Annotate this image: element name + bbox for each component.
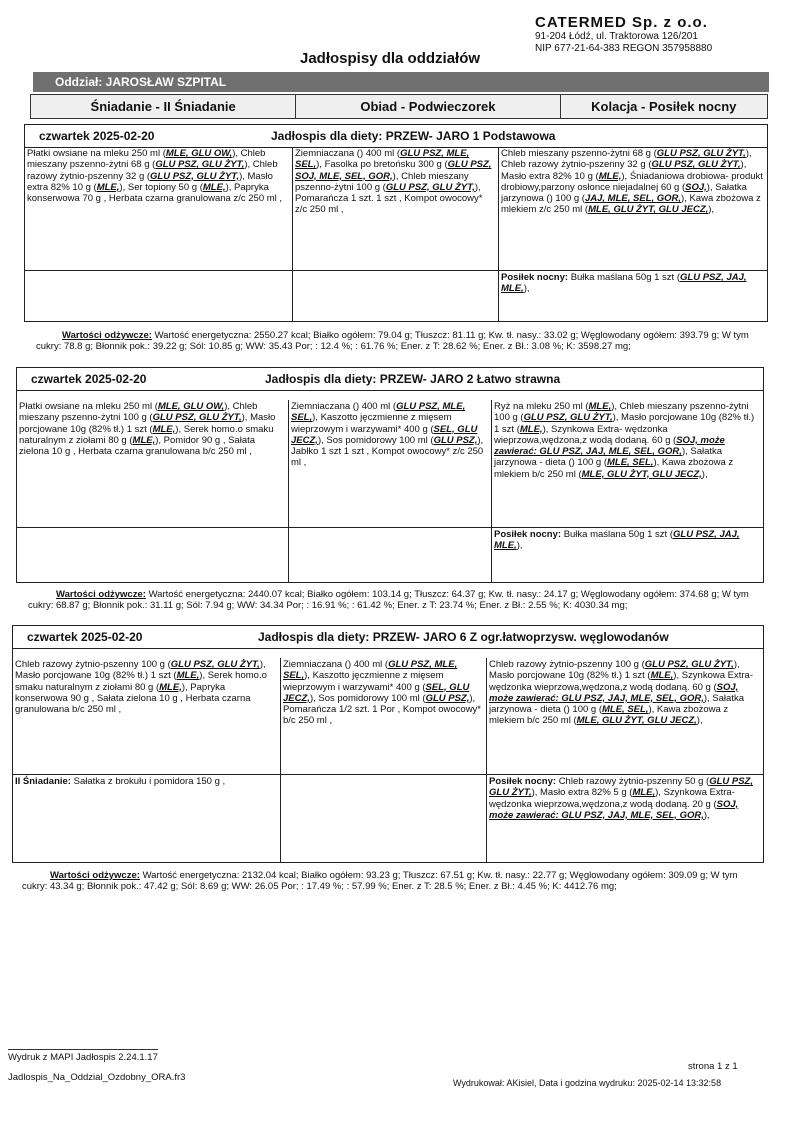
menu-text: ), Masło porcjowane 10g (82% tł.) 1 szt (	[494, 412, 755, 435]
allergen-codes: MLE,	[650, 670, 674, 682]
menu-text: ), Sos pomidorowy 100 ml (	[317, 434, 434, 446]
menu-text: ), Pomarańcza 1/2 szt. 1 Por , Kompot owocowy* b/c 250 ml ,	[283, 692, 482, 727]
menu-text: Płatki owsiane na mleku 250 ml (	[27, 148, 166, 159]
menu-text: Chleb razowy żytnio-pszenny 100 g (	[15, 659, 171, 670]
diet-name: Jadłospis dla diety: PRZEW- JARO 1 Podstawowa	[271, 129, 556, 143]
allergen-codes: MLE,	[159, 681, 182, 693]
nutrition-values	[22, 870, 754, 893]
allergen-codes: GLU PSZ, GLU ŻYT,	[644, 659, 734, 670]
allergen-codes: MLE, GLU ŻYT, GLU JECZ,	[581, 468, 702, 480]
allergen-codes: SEL, GLU JECZ,	[283, 681, 470, 704]
menu-text: ), Sałatka jarzynowa () 100 g (	[501, 181, 747, 205]
nutrition-values	[36, 330, 756, 353]
menu-text: ), Szynkowa Extra- wędzonka wieprzowa,wędzona,z wodą dodaną. 20 g (	[489, 787, 735, 810]
allergen-codes: GLU PSZ,	[433, 434, 478, 446]
meal-label: Posiłek nocny:	[501, 272, 571, 283]
menu-text: ), Masło porcjowane 10g (82% tł.) 1 szt (	[489, 659, 740, 682]
menu-text: ), Szynkowa Extra- wędzonka wieprzowa,wędzona,z wodą dodaną. 60 g (	[489, 670, 753, 693]
meal-header-breakfast: Śniadanie - II Śniadanie	[31, 95, 296, 118]
page-number: strona 1 z 1	[688, 1061, 738, 1072]
diet-date: czwartek 2025-02-20	[31, 372, 147, 386]
diet-date: czwartek 2025-02-20	[39, 129, 155, 143]
diet-block	[12, 625, 764, 863]
menu-text: ), Papryka konserwowa 90 g , Sałata zielona 10 g , Herbata czarna granulowana b/c 250 ml ,	[15, 681, 251, 716]
menu-text: ), Kawa zbożowa z mlekiem b/c 250 ml (	[489, 704, 729, 727]
allergen-codes: MLE,	[598, 170, 622, 182]
night-meal-cell	[487, 775, 763, 862]
menu-text: ), Ser topiony 50 g (	[119, 181, 203, 193]
lunch-cell	[281, 658, 487, 775]
menu-text: ), Chleb mieszany pszenno-żytni 68 g (	[27, 148, 266, 171]
dinner-cell	[487, 658, 763, 775]
company-address: 91-204 Łódź, ul. Traktorowa 126/201	[535, 31, 698, 42]
breakfast-cell	[13, 658, 281, 775]
company-stamp	[535, 14, 755, 55]
nutrition-label: Wartości odżywcze:	[62, 330, 152, 341]
allergen-codes: GLU PSZ, GLU ŻYT,	[523, 412, 613, 424]
allergen-codes: GLU PSZ, SOJ, MLE, SEL, GOR,	[295, 159, 492, 182]
allergen-codes: MLE,	[96, 181, 120, 193]
nutrition-text: Wartość energetyczna: 2550.27 kcal; Białko ogółem: 79.04 g; Tłuszcz: 81.11 g; Kw. tł. nasy.: 33.02 g; Węglowodany ogółem: 393.79 g; W tym cukry: 78.8 g; Błonnik pok.: 39.22 g; Sól: 10.85 g; WW: 35.43 Por; : 12.4 %; : 61.76 %; Ener. z T: 28.62 %; Ener. z Bł.: 3.08 %; K: 3598.27 mg;	[36, 330, 749, 353]
allergen-codes: SOJ,	[685, 181, 707, 193]
allergen-codes: GLU PSZ, GLU ŻYT,	[170, 659, 260, 670]
allergen-codes: MLE, GLU ŻYT, GLU JECZ,	[576, 715, 697, 727]
second-breakfast-cell	[13, 775, 281, 862]
lunch-cell	[289, 400, 492, 528]
second-breakfast-cell	[17, 528, 289, 582]
allergen-codes: MLE, SEL,	[607, 457, 654, 469]
allergen-codes: GLU PSZ,	[425, 692, 470, 704]
meal-header-lunch: Obiad - Podwieczorek	[296, 95, 560, 118]
allergen-codes: GLU PSZ, GLU ŻYT,	[489, 776, 753, 799]
diet-header	[17, 368, 763, 391]
menu-text: ), Papryka konserwowa 70 g , Herbata czarna granulowana z/c 250 ml ,	[27, 181, 283, 205]
diet-block	[24, 124, 768, 322]
menu-text: Chleb razowy żytnio-pszenny 50 g (	[558, 776, 710, 787]
diet-name: Jadłospis dla diety: PRZEW- JARO 2 Łatwo strawna	[265, 372, 561, 386]
menu-text: ), Pomidor 90 g , Sałata zielona 10 g , Herbata czarna granulowana b/c 250 ml ,	[19, 434, 256, 458]
menu-text: Bułka maślana 50g 1 szt (	[570, 272, 680, 283]
menu-text: ),	[701, 468, 708, 480]
allergen-codes: MLE,	[176, 670, 200, 682]
nutrition-label: Wartości odżywcze:	[50, 870, 140, 881]
menu-text: Sałatka z brokułu i pomidora 150 g ,	[73, 776, 226, 787]
menu-text: ),	[696, 715, 703, 727]
allergen-codes: SOJ, może zawierać: GLU PSZ, JAJ, MLE, SEL, GOR,	[494, 434, 725, 458]
diet-header	[13, 626, 763, 649]
menu-text: ), Chleb mieszany pszenno-żytni 100 g (	[19, 401, 258, 424]
menu-text: Ziemniaczana () 400 ml (	[283, 659, 389, 670]
allergen-codes: MLE,	[632, 787, 656, 799]
allergen-codes: MLE,	[152, 423, 176, 435]
menu-text: ), Kaszotto jęczmienne z mięsem wieprzowym i warzywami* 400 g (	[283, 670, 444, 693]
dinner-cell	[492, 400, 763, 528]
menu-text: ), Sałatka jarzynowa - dieta () 100 g (	[489, 692, 744, 716]
allergen-codes: MLE, GLU OW,	[157, 401, 225, 412]
menu-text: ), Chleb mieszany pszenno-żytni 100 g (	[494, 401, 749, 424]
allergen-codes: GLU PSZ, GLU ŻYT,	[150, 170, 240, 182]
allergen-codes: SEL, GLU JECZ,	[291, 423, 478, 446]
menu-text: ), Masło extra 82% 5 g (	[531, 787, 633, 799]
menu-text: ), Masło extra 82% 10 g (	[501, 159, 747, 182]
dinner-cell	[499, 147, 767, 271]
menu-text: ), Kawa zbożowa z mlekiem b/c 250 ml (	[494, 457, 734, 480]
diet-name: Jadłospis dla diety: PRZEW- JARO 6 Z ogr.łatwoprzysw. węglowodanów	[258, 630, 669, 644]
nutrition-values	[28, 589, 754, 612]
allergen-codes: JAJ, MLE, SEL, GOR,	[584, 193, 682, 205]
branch-bar: Oddział: JAROSŁAW SZPITAL	[33, 72, 769, 92]
menu-text: ),	[523, 283, 530, 295]
meal-label: Posiłek nocny:	[489, 776, 559, 787]
menu-text: Płatki owsiane na mleku 250 ml (	[19, 401, 158, 412]
menu-text: ), Śniadaniowa drobiowa- produkt drobiowy,parzony osłonce niejadalnej 60 g (	[501, 170, 763, 193]
printed-by: Wydrukował: AKisiel, Data i godzina wydruku: 2025-02-14 13:32:58	[453, 1078, 722, 1088]
nutrition-text: Wartość energetyczna: 2440.07 kcal; Białko ogółem: 103.14 g; Tłuszcz: 64.37 g; Kw. tł. nasy.: 24.17 g; Węglowodany ogółem: 374.68 g; W tym cukry: 68.87 g; Błonnik pok.: 31.11 g; Sól: 7.94 g; WW: 34.34 Por; : 16.91 %; : 61.42 %; Ener. z T: 23.74 %; Ener. z Bł.: 2.55 %; K: 4030.34 mg;	[28, 589, 749, 612]
allergen-codes: MLE, GLU OW,	[165, 148, 233, 159]
menu-text: ),	[703, 809, 710, 821]
company-nip: NIP 677-21-64-383 REGON 357958880	[535, 43, 713, 54]
footer-printout: Wydruk z MAPI Jadłospis 2.24.1.17	[8, 1049, 158, 1063]
menu-text: ), Chleb mieszany pszenno-żytni 100 g (	[295, 170, 469, 193]
diet-block	[16, 367, 764, 583]
allergen-codes: SOJ, może zawierać: GLU PSZ, JAJ, MLE, SEL, GOR,	[489, 798, 739, 821]
nutrition-label: Wartości odżywcze:	[56, 589, 146, 600]
snack-cell	[293, 271, 499, 321]
allergen-codes: MLE,	[588, 401, 612, 412]
night-meal-cell	[492, 528, 763, 582]
menu-text: ),	[708, 204, 715, 216]
menu-text: Chleb razowy żytnio-pszenny 100 g (	[489, 659, 645, 670]
menu-text: Chleb mieszany pszenno-żytni 68 g (	[501, 148, 657, 159]
menu-text: ), Kawa zbożowa z mlekiem z/c 250 ml (	[501, 193, 761, 216]
snack-cell	[281, 775, 487, 862]
menu-text: ), Chleb razowy żytnio-pszenny 32 g (	[501, 148, 752, 171]
menu-text: Ziemniaczana () 400 ml (	[291, 401, 397, 412]
allergen-codes: GLU PSZ, GLU ŻYT,	[152, 412, 242, 424]
menu-text: ), Sałatka jarzynowa - dieta () 100 g (	[494, 446, 723, 469]
allergen-codes: GLU PSZ, MLE, SEL,	[283, 659, 458, 682]
menu-text: Bułka maślana 50g 1 szt (	[563, 529, 673, 540]
allergen-codes: MLE,	[202, 181, 226, 193]
allergen-codes: GLU PSZ, GLU ŻYT,	[385, 181, 475, 193]
menu-text: ), Szynkowa Extra- wędzonka wieprzowa,wędzona,z wodą dodaną. 60 g (	[494, 423, 677, 446]
menu-text: ), Kaszotto jęczmienne z mięsem wieprzowym i warzywami* 400 g (	[291, 412, 452, 435]
menu-text: ), Sos pomidorowy 100 ml (	[309, 692, 426, 704]
company-name: CATERMED Sp. z o.o.	[535, 14, 708, 31]
menu-text: ), Jabłko 1 szt 1 szt , Kompot owocowy* z/c 250 ml ,	[291, 434, 484, 469]
menu-text: ), Serek homo.o smaku naturalnym z ziołami 80 g (	[19, 423, 274, 446]
diet-header	[25, 125, 767, 148]
meal-header-row	[30, 94, 768, 119]
menu-text: ), Serek homo.o smaku naturalnym z ziołami 80 g (	[15, 670, 267, 693]
allergen-codes: MLE,	[519, 423, 543, 435]
diet-date: czwartek 2025-02-20	[27, 630, 143, 644]
allergen-codes: GLU PSZ, JAJ, MLE,	[494, 529, 740, 552]
meal-label: Posiłek nocny:	[494, 529, 564, 540]
menu-text: Ziemniaczana () 400 ml (	[295, 148, 401, 159]
allergen-codes: SOJ, może zawierać: GLU PSZ, JAJ, MLE, SEL, GOR,	[489, 681, 739, 704]
allergen-codes: MLE,	[132, 434, 156, 446]
menu-text: ), Masło extra 82% 10 g (	[27, 170, 273, 193]
menu-text: ), Pomarańcza 1 szt. 1 szt , Kompot owocowy* z/c 250 ml ,	[295, 181, 483, 216]
allergen-codes: GLU PSZ, GLU ŻYT,	[651, 159, 741, 171]
allergen-codes: GLU PSZ, MLE, SEL,	[295, 148, 470, 171]
page-title: Jadłospisy dla oddziałów	[300, 50, 481, 67]
menu-text: ), Fasolka po bretońsku 300 g (	[316, 159, 448, 171]
allergen-codes: GLU PSZ, JAJ, MLE,	[501, 272, 747, 295]
footer-report-file: Jadlospis_Na_Oddzial_Ozdobny_ORA.fr3	[8, 1072, 186, 1083]
menu-text: Ryż na mleku 250 ml (	[494, 401, 589, 412]
breakfast-cell	[25, 147, 293, 271]
menu-text: ),	[516, 540, 523, 552]
menu-text: ), Chleb razowy żytnio-pszenny 32 g (	[27, 159, 278, 182]
nutrition-text: Wartość energetyczna: 2132.04 kcal; Białko ogółem: 93.23 g; Tłuszcz: 67.51 g; Kw. tł. nasy.: 22.77 g; Węglowodany ogółem: 309.09 g; W tym cukry: 43.34 g; Błonnik pok.: 47.42 g; Sól: 8.69 g; WW: 26.05 Por; : 17.49 %; : 57.99 %; Ener. z T: 28.5 %; Ener. z Bł.: 4.45 %; K: 4412.76 mg;	[22, 870, 738, 893]
menu-text: ), Masło porcjowane 10g (82% tł.) 1 szt (	[15, 659, 266, 682]
allergen-codes: GLU PSZ, GLU ŻYT,	[656, 148, 746, 159]
meal-header-dinner: Kolacja - Posiłek nocny	[591, 99, 737, 114]
breakfast-cell	[17, 400, 289, 528]
second-breakfast-cell	[25, 271, 293, 321]
allergen-codes: GLU PSZ, GLU ŻYT,	[155, 159, 245, 171]
menu-text: ), Masło porcjowane 10g (82% tł.) 1 szt (	[19, 412, 276, 435]
snack-cell	[289, 528, 492, 582]
meal-label: II Śniadanie:	[15, 776, 74, 787]
allergen-codes: MLE, GLU ŻYT, GLU JECZ,	[588, 204, 709, 216]
allergen-codes: MLE, SEL,	[602, 704, 649, 716]
night-meal-cell	[499, 271, 767, 321]
lunch-cell	[293, 147, 499, 271]
allergen-codes: GLU PSZ, MLE, SEL,	[291, 401, 466, 424]
